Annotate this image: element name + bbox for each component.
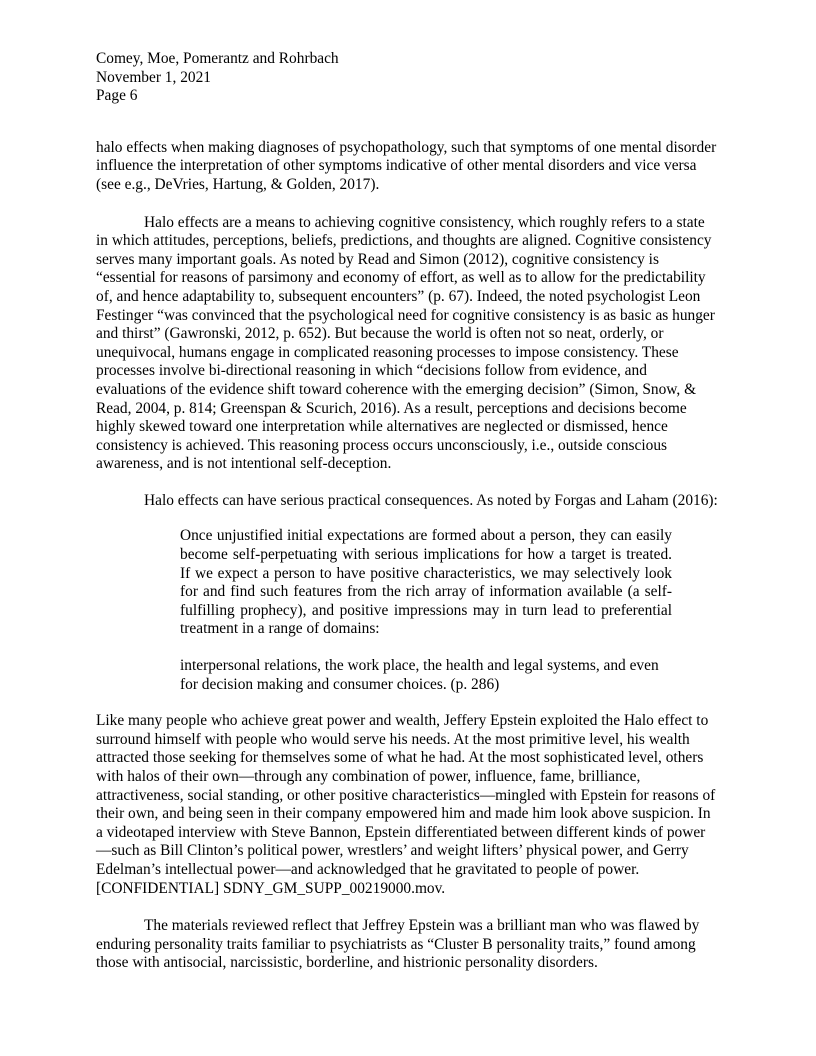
- paragraph-epstein-halo-effect: Like many people who achieve great power and wealth, Jeffery Epstein exploited the Halo effect to surround himself with people who would serve his needs. At the most primitive level, his wealth attracted those seeking for themselves some of what he had. At the most sophisticated level, others with halos of their own—through any combination of power, influence, fame, brilliance, attractiveness, social standing, or other positive characteristics—mingled with Epstein for reasons of their own, and being seen in their company empowered him and made him look above suspicion. In a videotaped interview with Steve Bannon, Epstein differentiated between different kinds of power—such as Bill Clinton’s political power, wrestlers’ and weight lifters’ physical power, and Gerry Edelman’s intellectual power—and acknowledged that he gravitated to people of power. [CONFIDENTIAL] SDNY_GM_SUPP_00219000.mov.: [96, 712, 716, 897]
- letter-header: [96, 50, 720, 106]
- paragraph-halo-diagnoses: halo effects when making diagnoses of psychopathology, such that symptoms of one mental disorder influence the interpretation of other symptoms indicative of other mental disorders and vice versa (see e.g., DeVries, Hartung, & Golden, 2017).: [96, 138, 717, 193]
- header-date: November 1, 2021: [96, 68, 211, 86]
- paragraph-cognitive-consistency: Halo effects are a means to achieving cognitive consistency, which roughly refers to a state in which attitudes, perceptions, beliefs, predictions, and thoughts are aligned. Cognitive consistency serves many important goals. As noted by Read and Simon (2012), cognitive consistency is “essential for reasons of parsimony and economy of effort, as well as to allow for the predictability of, and hence adaptability to, subsequent encounters” (p. 67). Indeed, the noted psychologist Leon Festinger “was convinced that the psychological need for cognitive consistency is as basic as hunger and thirst” (Gawronski, 2012, p. 652). But because the world is often not so neat, orderly, or unequivocal, humans engage in complicated reasoning processes to impose consistency. These processes involve bi-directional reasoning in which “decisions follow from evidence, and evaluations of the evidence shift toward coherence with the emerging decision” (Simon, Snow, & Read, 2004, p. 814; Greenspan & Scurich, 2016). As a result, perceptions and decisions become highly skewed toward one interpretation while alternatives are neglected or dismissed, hence consistency is achieved. This reasoning process occurs unconsciously, i.e., outside conscious awareness, and is not intentional self-deception.: [96, 213, 715, 473]
- paragraph-cluster-b-traits: The materials reviewed reflect that Jeffrey Epstein was a brilliant man who was flawed by enduring personality traits familiar to psychiatrists as “Cluster B personality traits,” found among those with antisocial, narcissistic, borderline, and histrionic personality disorders.: [96, 917, 700, 972]
- block-quote-expectations: Once unjustified initial expectations are formed about a person, they can easily become self-perpetuating with serious implications for how a target is treated. If we expect a person to have positive characteristics, we may selectively look for and find such features from the rich array of information available (a self-fulfilling prophecy), and positive impressions may in turn lead to preferential treatment in a range of domains:: [180, 527, 672, 638]
- document-page: [96, 50, 720, 973]
- header-authors: Comey, Moe, Pomerantz and Rohrbach: [96, 50, 339, 67]
- block-quote-continuation: interpersonal relations, the work place, the health and legal systems, and even for decision making and consumer choices. (p. 286): [180, 657, 659, 693]
- paragraph-practical-consequences: Halo effects can have serious practical consequences. As noted by Forgas and Laham (2016):: [144, 491, 718, 509]
- header-page-number: Page 6: [96, 87, 138, 105]
